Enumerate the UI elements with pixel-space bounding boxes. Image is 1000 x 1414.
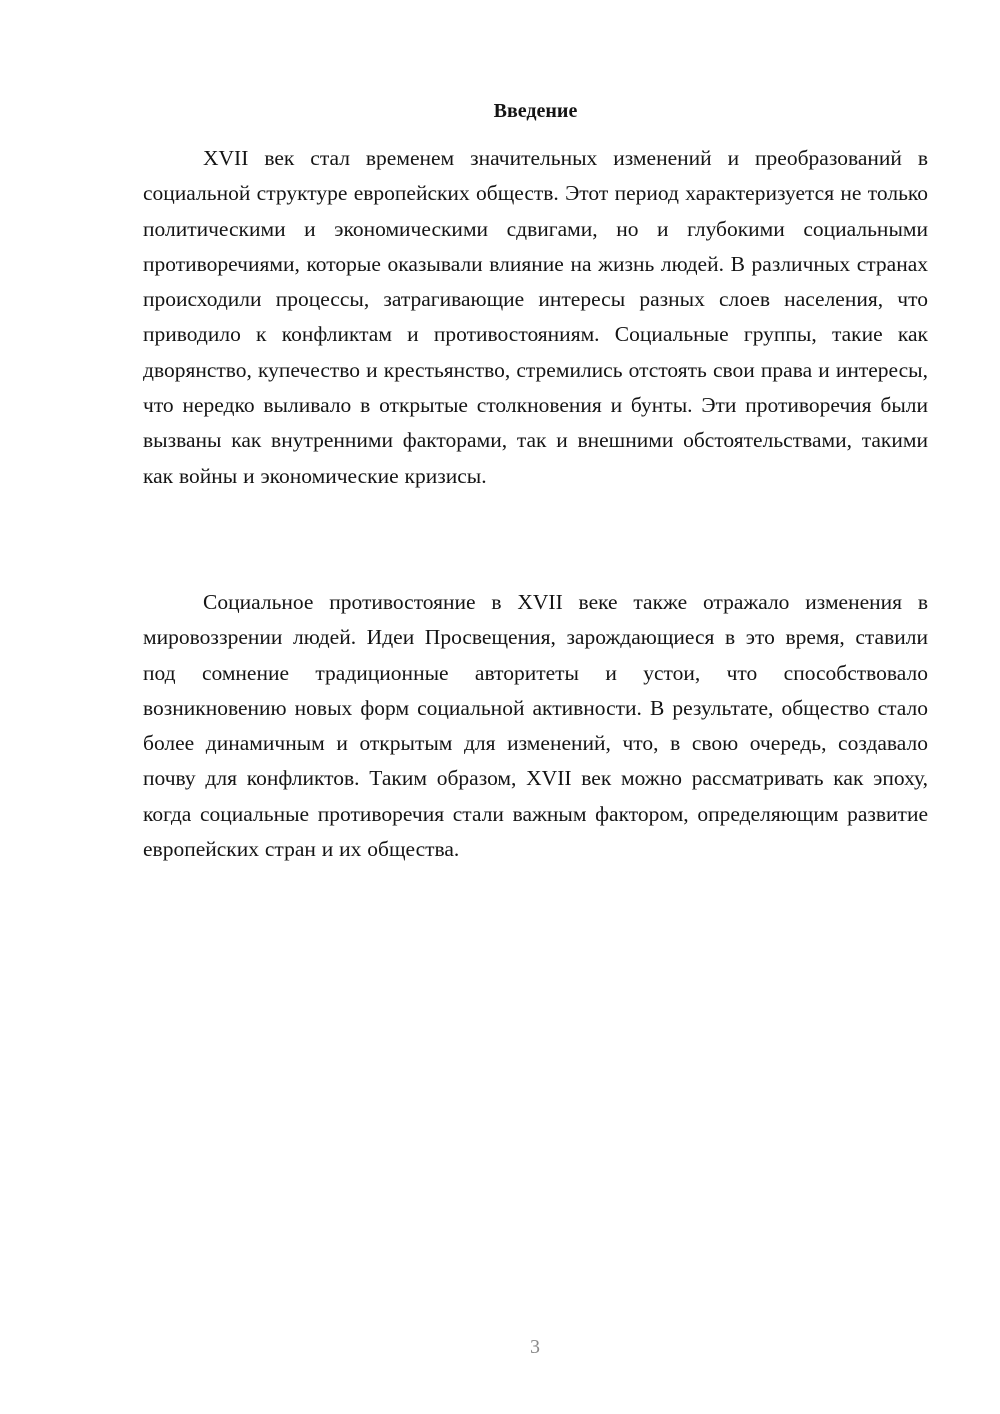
body-paragraph-2: Социальное противостояние в XVII веке также отражало изменения в мировоззрении людей. Идеи Просвещения, зарождающиеся в это время, ставили под сомнение традиционные авторитеты и устои, что способствовало возникновению новых форм социальной активности. В результате, общество стало более динамичным и открытым для изменений, что, в свою очередь, создавало почву для конфликтов. Таким образом, XVII век можно рассматривать как эпоху, когда социальные противоречия стали важным фактором, определяющим развитие европейских стран и их общества. (143, 590, 928, 862)
section-heading: Введение (493, 100, 578, 122)
page-number: 3 (530, 1336, 540, 1358)
body-paragraph-1: XVII век стал временем значительных изменений и преобразований в социальной структуре европейских обществ. Этот период характеризуется не только политическими и экономическими сдвигами, но и глубокими социальными противоречиями, которые оказывали влияние на жизнь людей. В различных странах происходили процессы, затрагивающие интересы разных слоев населения, что приводило к конфликтам и противостояниям. Социальные группы, такие как дворянство, купечество и крестьянство, стремились отстоять свои права и интересы, что нередко выливало в открытые столкновения и бунты. Эти противоречия были вызваны как внутренними факторами, так и внешними обстоятельствами, такими как войны и экономические кризисы. (143, 146, 928, 488)
